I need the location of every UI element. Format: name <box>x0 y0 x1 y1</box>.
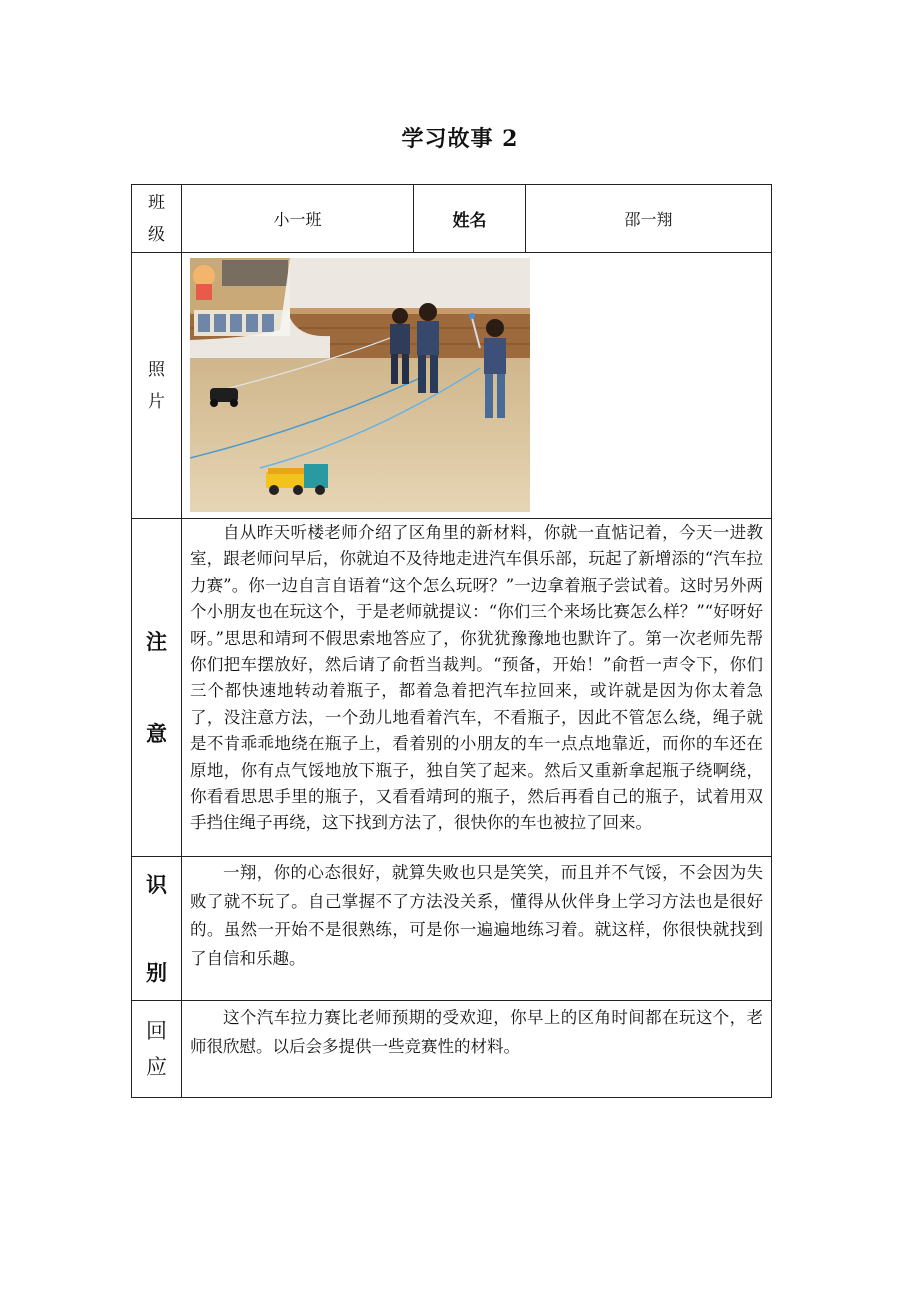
photo-label: 照 片 <box>132 253 182 519</box>
notice-text: 自从昨天听楼老师介绍了区角里的新材料，你就一直惦记着，今天一进教室，跟老师问早后，你就迫不及待地走进汽车俱乐部，玩起了新增添的“汽车拉力赛”。你一边自言自语着“这个怎么玩呀？”一边拿着瓶子尝试着。这时另外两个小朋友也在玩这个，于是老师就提议：“你们三个来场比赛怎么样？”“好呀好呀。”思思和靖珂不假思索地答应了，你犹犹豫豫地也默许了。第一次老师先帮你们把车摆放好，然后请了俞哲当裁判。“预备，开始！”俞哲一声令下，你们三个都快速地转动着瓶子，都着急着把汽车拉回来，或许就是因为你太着急了，没注意方法，一个劲儿地看着汽车，不看瓶子，因此不管怎么绕，绳子就是不肯乖乖地绕在瓶子上，看着别的小朋友的车一点点地靠近，而你的车还在原地，你有点气馁地放下瓶子，独自笑了起来。然后又重新拿起瓶子绕啊绕，你看看思思手里的瓶子，又看看靖珂的瓶子，然后再看自己的瓶子，试着用双手挡住绳子再绕，这下找到方法了，很快你的车也被拉了回来。 <box>190 523 763 833</box>
toy-truck <box>266 464 328 495</box>
row-respond <box>132 1001 772 1098</box>
recognize-cell <box>182 857 772 1001</box>
page-title: 学习故事 2 <box>401 126 519 152</box>
row-notice <box>132 519 772 857</box>
respond-text: 这个汽车拉力赛比老师预期的受欢迎，你早上的区角时间都在玩这个，老师很欣慰。以后会多提供一些竞赛性的材料。 <box>190 1008 763 1056</box>
name-label: 姓名 <box>414 185 526 253</box>
row-photo <box>132 253 772 519</box>
row-recognize <box>132 857 772 1001</box>
name-value: 邵一翔 <box>526 185 772 253</box>
class-value: 小一班 <box>182 185 414 253</box>
row-class-name <box>132 185 772 253</box>
class-label: 班 级 <box>132 185 182 253</box>
respond-label: 回 应 <box>132 1001 182 1098</box>
notice-cell <box>182 519 772 857</box>
recognize-text: 一翔，你的心态很好，就算失败也只是笑笑，而且并不气馁，不会因为失败了就不玩了。自己掌握不了方法没关系，懂得从伙伴身上学习方法也是很好的。虽然一开始不是很熟练，可是你一遍遍地练习着。就这样，你很快就找到了自信和乐趣。 <box>190 863 763 968</box>
recognize-label: 识 别 <box>132 857 182 1001</box>
respond-cell <box>182 1001 772 1098</box>
photo-cell <box>182 253 772 519</box>
learning-story-table <box>131 184 772 1098</box>
notice-label: 注 意 <box>132 519 182 857</box>
photo-children-pulling-toy-cars-icon <box>190 258 530 512</box>
photo-illustration <box>190 258 530 512</box>
